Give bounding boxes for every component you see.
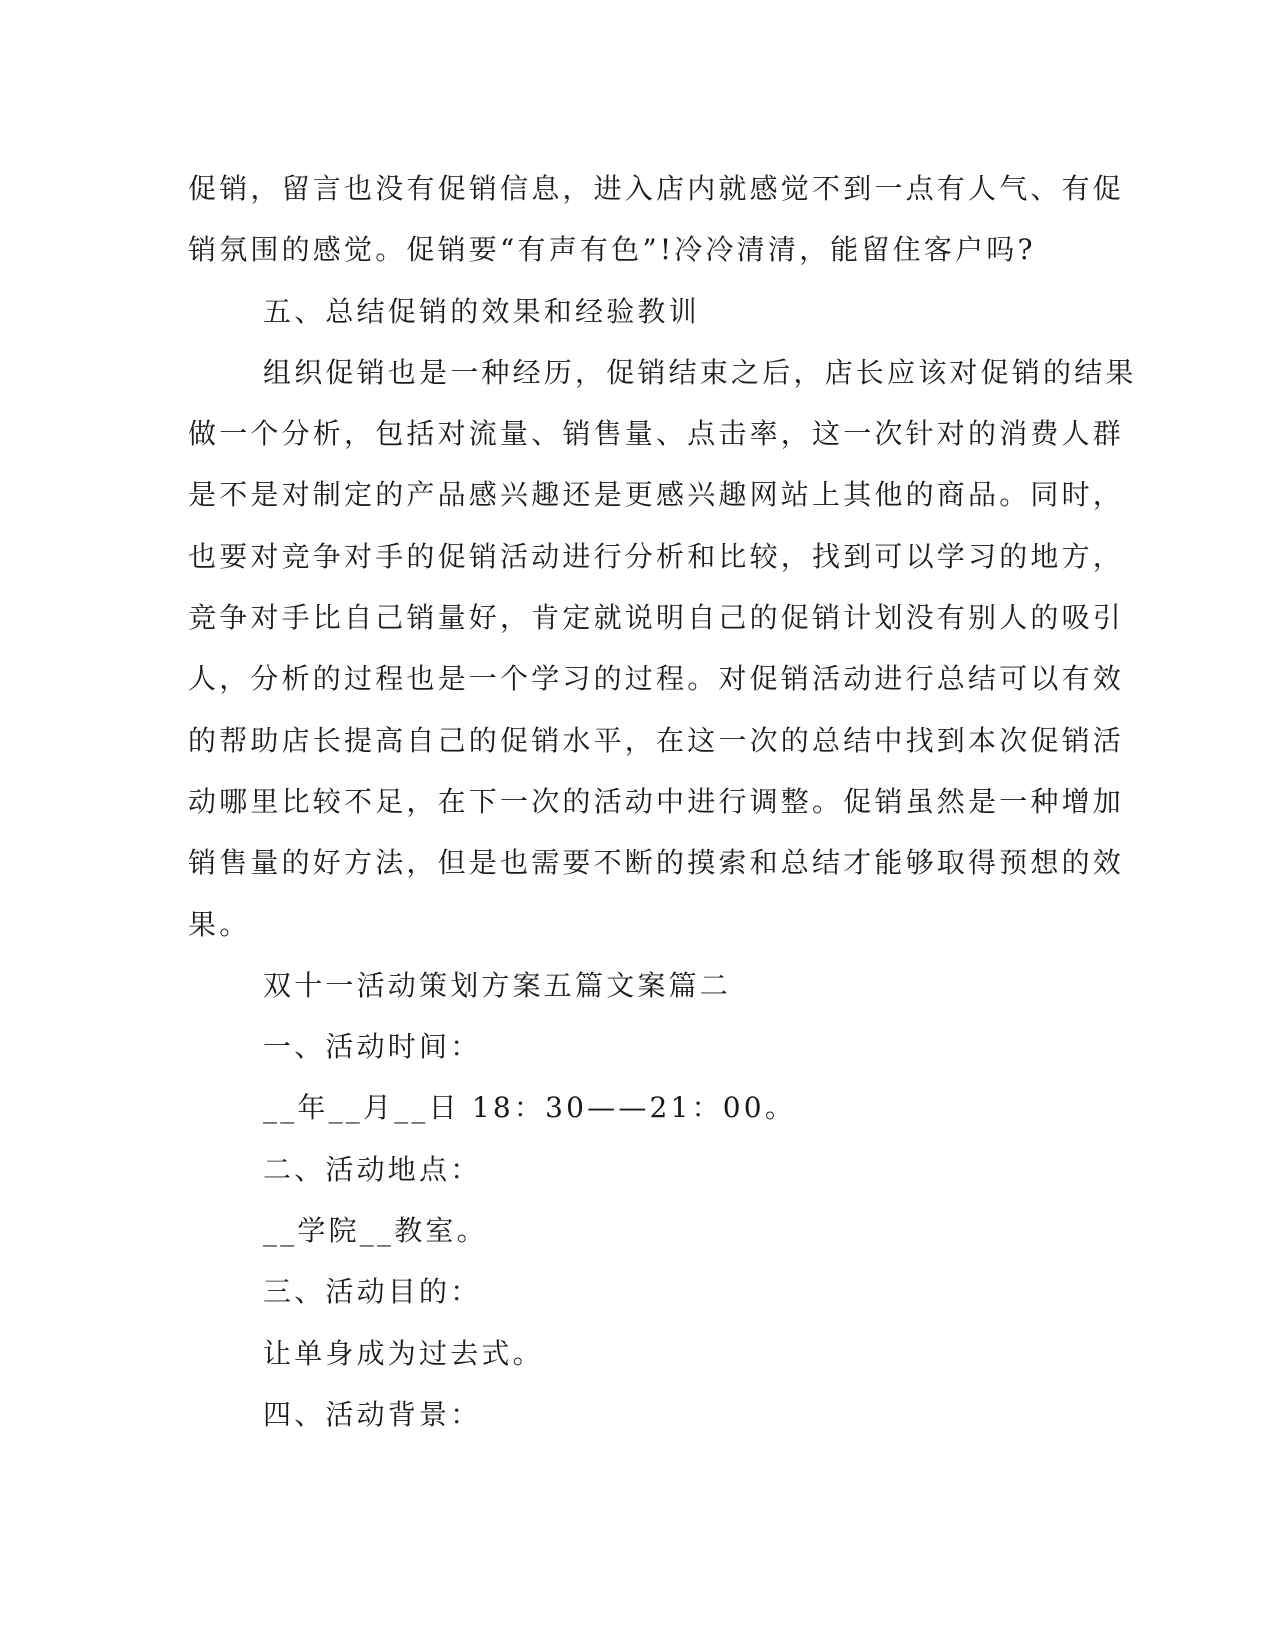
text-line: 的帮助店长提高自己的促销水平，在这一次的总结中找到本次促销活 [188, 723, 1125, 757]
text-line: 销氛围的感觉。促销要“有声有色”!冷冷清清，能留住客户吗? [188, 233, 1036, 267]
text-line: 销售量的好方法，但是也需要不断的摸索和总结才能够取得预想的效 [188, 846, 1125, 880]
section-heading: 二、活动地点： [263, 1152, 482, 1186]
section-heading: 一、活动时间： [263, 1030, 482, 1064]
text-line: 也要对竞争对手的促销活动进行分析和比较，找到可以学习的地方， [188, 539, 1125, 573]
text-line: 让单身成为过去式。 [263, 1336, 544, 1370]
text-line: 竞争对手比自己销量好，肯定就说明自己的促销计划没有别人的吸引 [188, 601, 1125, 635]
section-heading: 四、活动背景： [263, 1397, 482, 1431]
article-title: 双十一活动策划方案五篇文案篇二 [263, 968, 732, 1002]
text-line: 是不是对制定的产品感兴趣还是更感兴趣网站上其他的商品。同时， [188, 478, 1125, 512]
section-heading: 五、总结促销的效果和经验教训 [263, 294, 700, 328]
text-line: __学院__教室。 [263, 1214, 488, 1248]
text-line: 促销，留言也没有促销信息，进入店内就感觉不到一点有人气、有促 [188, 172, 1125, 205]
text-line: 动哪里比较不足，在下一次的活动中进行调整。促销虽然是一种增加 [188, 784, 1125, 818]
text-line: 组织促销也是一种经历，促销结束之后，店长应该对促销的结果 [263, 355, 1137, 389]
document-body [188, 158, 1137, 1445]
text-line: 人，分析的过程也是一个学习的过程。对促销活动进行总结可以有效 [188, 662, 1125, 696]
text-line: __年__月__日 18：30——21：00。 [263, 1091, 797, 1125]
section-heading: 三、活动目的： [263, 1275, 482, 1309]
text-line: 果。 [188, 907, 251, 941]
text-line: 做一个分析，包括对流量、销售量、点击率，这一次针对的消费人群 [188, 417, 1125, 451]
